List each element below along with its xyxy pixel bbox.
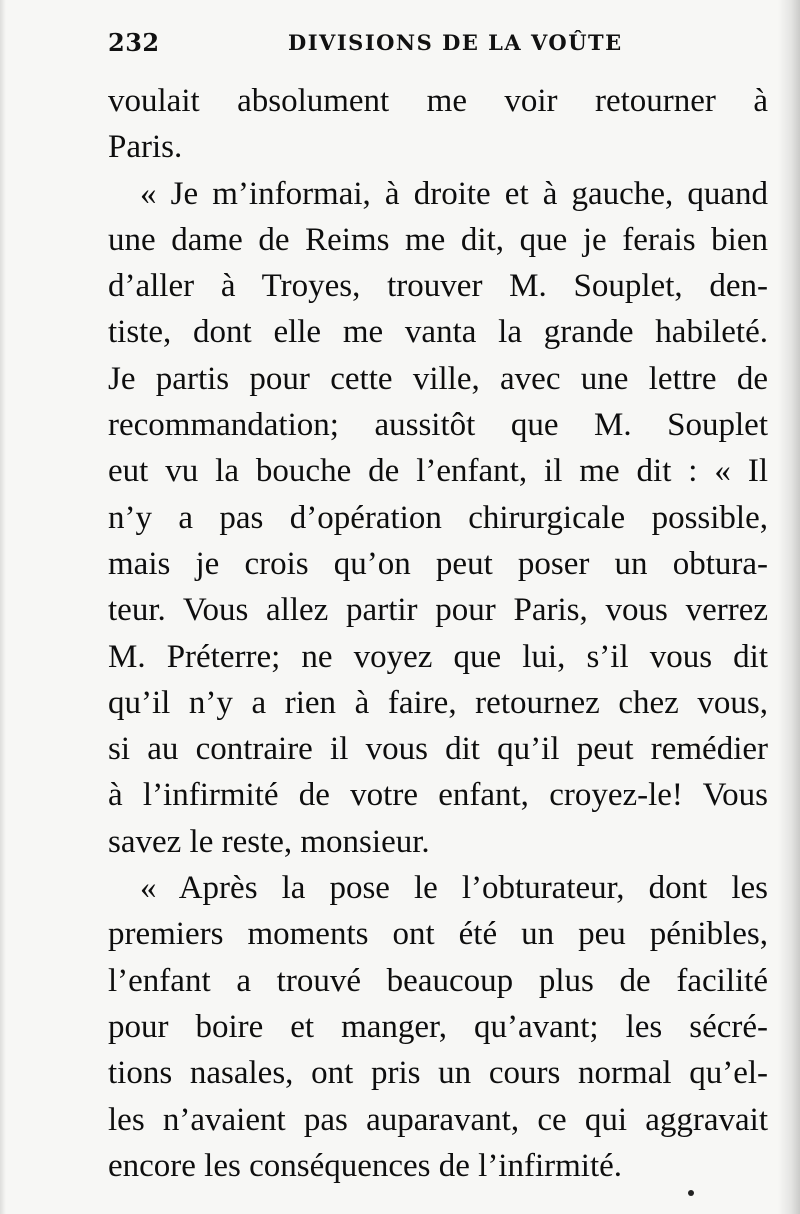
text-line: encore les conséquences de l’infirmité.: [108, 1147, 623, 1184]
ink-dot: [688, 1190, 694, 1196]
text-line: Paris.: [108, 129, 183, 166]
text-line: savez le reste, monsieur.: [108, 823, 430, 860]
text-line: à l’infirmité de votre enfant, croyez-le! Vous: [108, 777, 768, 814]
text-line: d’aller à Troyes, trouver M. Souplet, den-: [108, 268, 768, 305]
text-line: n’y a pas d’opération chirurgicale possible,: [108, 499, 768, 536]
text-line: premiers moments ont été un peu pénibles,: [108, 916, 768, 953]
binding-shadow: [778, 0, 800, 1214]
page-left-edge: [0, 0, 6, 1214]
text-line: M. Préterre; ne voyez que lui, s’il vous dit: [108, 638, 768, 675]
running-head: DIVISIONS DE LA VOÛTE: [288, 30, 623, 55]
text-line: teur. Vous allez partir pour Paris, vous verrez: [108, 592, 768, 629]
text-line: tiste, dont elle me vanta la grande habileté.: [108, 314, 768, 351]
text-line: « Je m’informai, à droite et à gauche, quand: [140, 175, 768, 212]
text-line: Je partis pour cette ville, avec une lettre de: [108, 360, 768, 397]
text-line: l’enfant a trouvé beaucoup plus de facilité: [108, 962, 768, 999]
text-line: « Après la pose le l’obturateur, dont les: [140, 870, 768, 907]
text-line: pour boire et manger, qu’avant; les sécré-: [108, 1008, 768, 1045]
text-line: si au contraire il vous dit qu’il peut remédier: [108, 731, 768, 768]
body-text: [108, 78, 768, 1189]
page-header: [108, 28, 768, 62]
text-line: recommandation; aussitôt que M. Souplet: [108, 407, 768, 444]
text-line: une dame de Reims me dit, que je ferais bien: [108, 221, 768, 258]
page-number: 232: [108, 28, 160, 57]
text-line: tions nasales, ont pris un cours normal qu’el-: [108, 1055, 768, 1092]
text-line: mais je crois qu’on peut poser un obtura-: [108, 545, 768, 582]
text-line: eut vu la bouche de l’enfant, il me dit : « Il: [108, 453, 768, 490]
text-line: les n’avaient pas auparavant, ce qui aggravait: [108, 1101, 768, 1138]
text-line: qu’il n’y a rien à faire, retournez chez vous,: [108, 684, 768, 721]
text-line: voulait absolument me voir retourner à: [108, 83, 768, 119]
